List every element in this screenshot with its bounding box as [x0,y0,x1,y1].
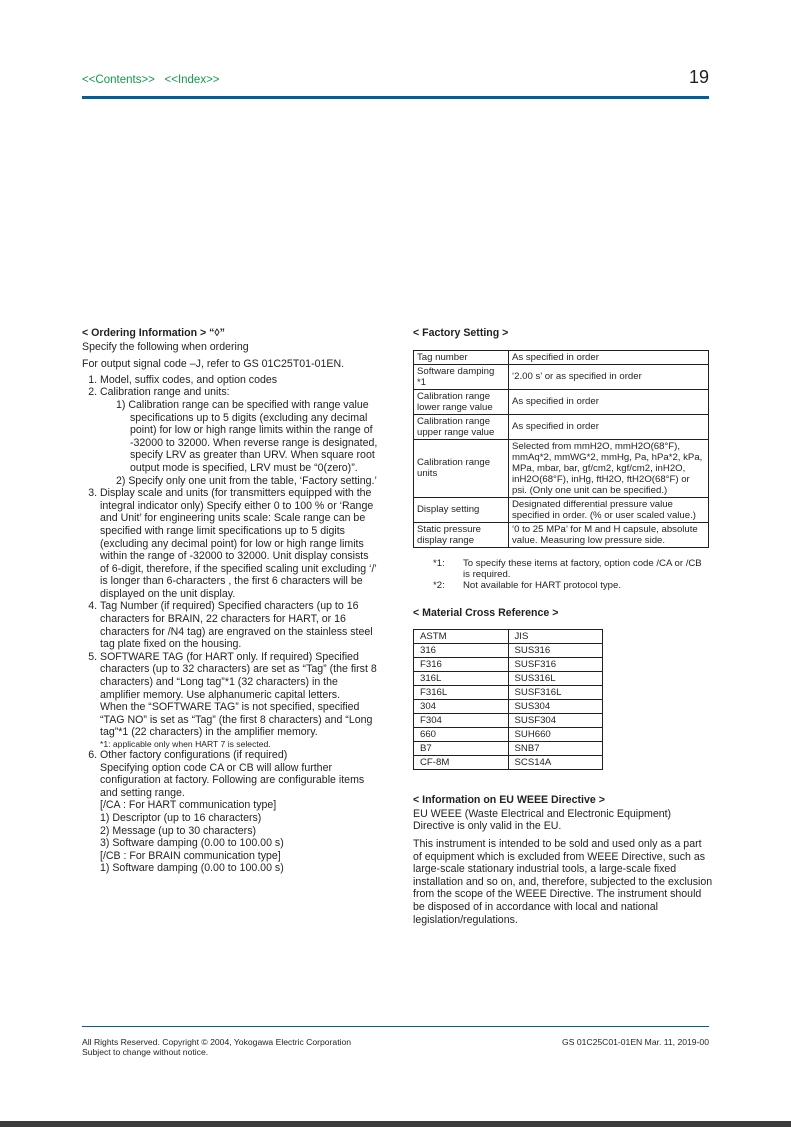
factory-value: ‘0 to 25 MPa’ for M and H capsule, absolute value. Measuring low pressure side. [509,522,709,547]
ordering-item-2-1: 1) Calibration range can be specified with range value specifications up to 5 digits (excluding any decimal point) for low or high range limits within the range of -32000 to 32000. When reverse range is designated, specify LRV as greater than URV. When square root output mode is specified, LRV must be “0(zero)”. [116,398,378,474]
material-row [414,742,603,756]
factory-key: Calibration range units [414,439,509,497]
material-title: < Material Cross Reference > [413,606,559,619]
factory-row [414,364,709,389]
cb-item-1: 1) Software damping (0.00 to 100.00 s) [100,862,284,875]
material-row [414,672,603,686]
ordering-intro: Specify the following when ordering [82,340,249,353]
material-header-cell: ASTM [414,630,509,644]
factory-value: As specified in order [509,350,709,364]
material-row [414,644,603,658]
ordering-item-5-note: *1: applicable only when HART 7 is selected. [100,739,271,749]
copyright: All Rights Reserved. Copyright © 2004, Yokogawa Electric Corporation [82,1037,352,1047]
note-1-mark: *1: [433,557,445,569]
cb-heading: [/CB : For BRAIN communication type] [100,849,281,862]
weee-paragraph-2: This instrument is intended to be sold and used only as a part of equipment which is excluded from WEEE Directive, such as large-scale stationary industrial tools, a large-scale fixed installation and so on, and, therefore, subjected to the exclusion from the scope of the WEEE Directive. The instrument should be disposed of in accordance with local and national legislation/regulations. [413,837,713,926]
ca-heading: [/CA : For HART communication type] [100,799,277,812]
material-cell: CF-8M [414,756,509,770]
weee-title: < Information on EU WEEE Directive > [413,794,605,807]
material-cell: SUS316 [508,644,603,658]
material-row [414,658,603,672]
weee-paragraph-1: EU WEEE (Waste Electrical and Electronic Equipment) Directive is only valid in the EU. [413,807,672,833]
factory-value: As specified in order [509,389,709,414]
viewer-bottom-bar [0,1121,791,1127]
ca-item-2: 2) Message (up to 30 characters) [100,824,257,837]
ordering-item-2-2: 2) Specify only one unit from the table, ‘Factory setting.’ [116,474,377,487]
factory-key: Tag number [414,350,509,364]
factory-row [414,350,709,364]
page-header [82,66,709,99]
material-cell: SUH660 [508,728,603,742]
contents-link[interactable]: <<Contents>> [82,74,155,86]
factory-value: ‘2.00 s’ or as specified in order [509,364,709,389]
factory-key: Static pressure display range [414,522,509,547]
material-row [414,714,603,728]
material-cell: SUSF304 [508,714,603,728]
note-2-mark: *2: [433,579,445,591]
material-cell: 316L [414,672,509,686]
factory-value: As specified in order [509,414,709,439]
factory-setting-table [413,350,709,548]
material-cell: F316L [414,686,509,700]
material-cell: SUSF316 [508,658,603,672]
ordering-item-6a: 6. Other factory configurations (if required) [100,749,288,761]
material-cell: F304 [414,714,509,728]
note-1: To specify these items at factory, option code /CA or /CB is required. [463,557,702,580]
notice: Subject to change without notice. [82,1047,209,1057]
material-cell: SUS304 [508,700,603,714]
factory-row [414,497,709,522]
material-row [414,728,603,742]
ordering-item-1: 1. Model, suffix codes, and option codes [100,374,380,387]
factory-setting-title: < Factory Setting > [413,327,509,339]
material-cell: SUSF316L [508,686,603,700]
ordering-item-5 [100,651,380,749]
factory-row [414,389,709,414]
factory-key: Software damping *1 [414,364,509,389]
material-cell: 304 [414,700,509,714]
output-signal-note: For output signal code –J, refer to GS 01C25T01-01EN. [82,358,345,371]
ordering-information-section [82,327,380,875]
ordering-item-3: 3. Display scale and units (for transmitters equipped with the integral indicator only) Specify either 0 to 100 % or ‘Range and Unit’ for engineering units scale: Scale range can be specified with range limit specifications up to 5 digits (excluding any decimal point) for low or high range limits within the range of -32000 to 32000. Unit display consists of 6-digit, therefore, if the specified scaling unit excluding ‘/’ is longer than 6-characters , the first 6 characters will be displayed on the unit display. [100,487,380,600]
factory-row [414,414,709,439]
ordering-item-2: 2. Calibration range and units: 1) Calibration range can be specified with range value specifications up to 5 digits (excluding any decimal point) for low or high range limits within the range of -32000 to 32000. When reverse range is designated, specify LRV as greater than URV. When square root output mode is specified, LRV must be “0(zero)”. 2) Specify only one unit from the table, ‘Factory setting.’ [100,386,380,487]
material-cell: SCS14A [508,756,603,770]
page-footer [82,1026,709,1057]
material-cell: 316 [414,644,509,658]
factory-value: Designated differential pressure value specified in order. (% or user scaled value.) [509,497,709,522]
factory-row [414,439,709,497]
material-header-cell: JIS [508,630,603,644]
ordering-item-5a: 5. SOFTWARE TAG (for HART only. If required) Specified characters (up to 32 characters) are set as “Tag” (the first 8 characters) and “Long tag”*1 (32 characters) in the amplifier memory. Use alphanumeric capital letters. [100,650,377,701]
factory-row [414,522,709,547]
ca-item-1: 1) Descriptor (up to 16 characters) [100,811,262,824]
material-cell: F316 [414,658,509,672]
factory-value: Selected from mmH2O, mmH2O(68°F), mmAq*2, mmWG*2, mmHg, Pa, hPa*2, kPa, MPa, mbar, bar, gf/cm2, kgf/cm2, inH2O, inH2O(68°F), inHg, ftH2O, ftH2O(68°F) or psi. (Only one unit can be specified.) [509,439,709,497]
ordering-item-6 [100,749,380,875]
ordering-list [82,374,380,875]
ordering-item-6b: Specifying option code CA or CB will allow further configuration at factory. Following are configurable items and setting range. [100,761,365,799]
material-cell: B7 [414,742,509,756]
index-link[interactable]: <<Index>> [164,74,220,86]
factory-notes [433,558,713,591]
factory-key: Calibration range lower range value [414,389,509,414]
material-cell: SNB7 [508,742,603,756]
ordering-item-4: 4. Tag Number (if required) Specified characters (up to 16 characters for BRAIN, 22 characters for HART, or 16 characters for /N4 tag) are engraved on the stainless steel tag plate fixed on the housing. [100,600,380,650]
nav-links [82,74,220,86]
material-cell: 660 [414,728,509,742]
page-number: 19 [688,67,709,87]
ca-item-3: 3) Software damping (0.00 to 100.00 s) [100,837,284,850]
doc-reference: GS 01C25C01-01EN Mar. 11, 2019-00 [562,1037,709,1047]
material-table [413,629,603,770]
right-column [413,327,713,926]
note-2: Not available for HART protocol type. [463,579,622,591]
material-cell: SUS316L [508,672,603,686]
factory-key: Display setting [414,497,509,522]
material-row [414,686,603,700]
ordering-title: < Ordering Information > “◊” [82,327,225,339]
factory-key: Calibration range upper range value [414,414,509,439]
ordering-item-5b: When the “SOFTWARE TAG” is not specified, specified “TAG NO” is set as “Tag” (the first 8 characters) and “Long tag”*1 (22 characters) in the amplifier memory. [100,701,373,739]
material-row [414,700,603,714]
material-row [414,756,603,770]
